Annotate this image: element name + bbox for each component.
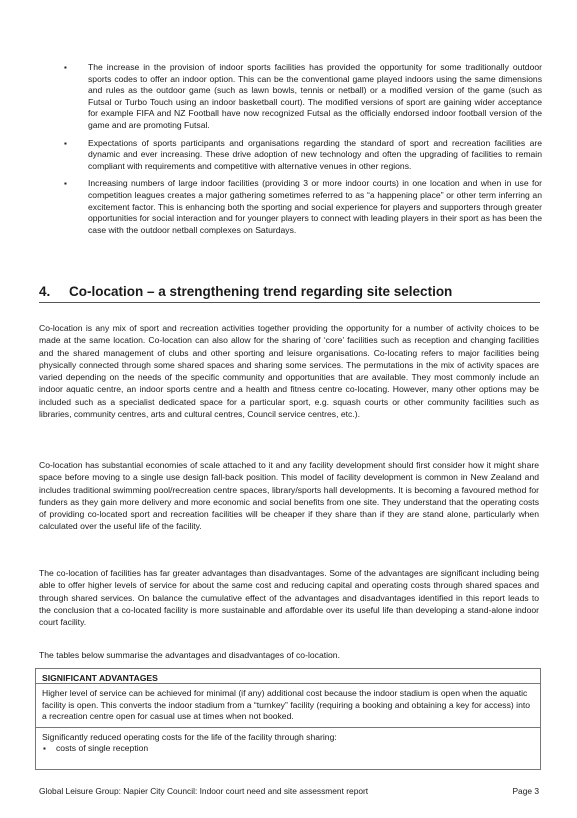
bullet-text: Increasing numbers of large indoor facilities (providing 3 or more indoor courts) in one location and when in use for competition leagues creates a major gathering sometimes referred to as “a happening place” or other term inferring an excitement factor. This is enhancing both the sporting and social experience for players and supporters through greater opportunities for social interaction and for younger players to connect with leading players in their sport as has been the case with the outdoor netball complexes on Saturdays. xyxy=(88,178,542,235)
page-footer xyxy=(39,786,539,796)
bullet-text: Expectations of sports participants and organisations regarding the standard of sport and recreation facilities are dynamic and ever increasing. These drive adoption of new technology and often the upgrading of facilities to remain compliant with requirements and competitive with alternative venues in other regions. xyxy=(88,137,542,171)
page-number: Page 3 xyxy=(512,786,539,796)
list-item xyxy=(60,178,542,236)
table-cell-text: Higher level of service can be achieved for minimal (if any) additional cost because the indoor stadium is open when the aquatic facility is open. This converts the indoor stadium from a “turnkey” facility (requiring a booking and obtaining a key for access) into a recreation centre open for casual use at times when not booked. xyxy=(42,688,531,722)
bullet-text: The increase in the provision of indoor sports facilities has provided the opportunity for some traditionally outdoor sports codes to offer an indoor option. This can be the conventional game played indoors using the same dimensions and rules as the outdoor game (such as lawn bowls, tennis or netball) or a modified version of the game (such as Futsal or Turbo Touch using an indoor basketball court). The modified versions of sport are gaining wider acceptance for example FIFA and NZ Football have now recognized Futsal as the officially endorsed indoor football version of the game and are promoting Futsal. xyxy=(88,62,542,130)
bullet-icon: ▪ xyxy=(64,179,67,189)
footer-text: Global Leisure Group: Napier City Council: Indoor court need and site assessment report xyxy=(39,786,369,796)
table-row xyxy=(36,728,540,759)
table-header: SIGNIFICANT ADVANTAGES xyxy=(36,669,540,684)
paragraph: Co-location has substantial economies of scale attached to it and any facility development should first consider how it might share space before moving to a single use design fall-back position. This model of facility development is common in New Zealand and includes traditional swimming pool/recreation centre spaces, library/sports hall developments. It is becoming a favoured method for funders as they gain more delivery and more economic and social benefits from one site. They understand that the operating costs of providing co-located sport and recreation facilities will be cheaper if they share than if they are stand alone, particularly when calculated over the useful life of the facility. xyxy=(39,460,539,532)
table-row xyxy=(36,684,540,728)
bullet-icon: ▪ xyxy=(43,744,46,754)
table-cell-text: Significantly reduced operating costs for the life of the facility through sharing: xyxy=(42,731,337,742)
bullet-icon: ▪ xyxy=(64,138,67,148)
paragraph: The tables below summarise the advantages and disadvantages of co-location. xyxy=(39,650,340,660)
section-heading xyxy=(39,284,540,303)
paragraph: Co-location is any mix of sport and recreation activities together providing the opportunity for a number of activity choices to be made at the same location. Co-location can also allow for the sharing of ‘core’ facilities such as reception and changing facilities and the shared management of clubs and other sporting and leisure organisations. Co-locating refers to major facilities being physically connected through some shared spaces and sharing some services. The permutations in the mix of activity spaces are varied depending on the needs of the specific community and opportunities that are available. They most commonly include an indoor aquatic centre, an indoor sports centre and a health and fitness centre co-locating. However, many other options may be included such as a specialist dedicated space for a particular sport, e.g. squash courts or other community facilities such as libraries, community centres, arts and cultural centres, Council service centres, etc.). xyxy=(39,323,539,420)
list-item xyxy=(60,138,542,173)
list-item xyxy=(42,743,534,755)
bullet-icon: ▪ xyxy=(64,63,67,72)
paragraph: The co-location of facilities has far greater advantages than disadvantages. Some of the advantages are significant including being able to offer higher levels of service for about the same cost and reducing capital and operating costs through shared spaces and through shared services. On balance the cumulative effect of the advantages and disadvantages identified in this report leads to the conclusion that a co-located facility is more sustainable and affordable over its useful life than developing a stand-alone indoor court facility. xyxy=(39,568,539,628)
bullet-list xyxy=(60,62,542,242)
list-item xyxy=(60,62,542,132)
bullet-text: costs of single reception xyxy=(56,743,149,754)
section-title: Co-location – a strengthening trend regarding site selection xyxy=(69,284,453,299)
section-number: 4. xyxy=(39,284,51,299)
advantages-table xyxy=(35,668,541,770)
